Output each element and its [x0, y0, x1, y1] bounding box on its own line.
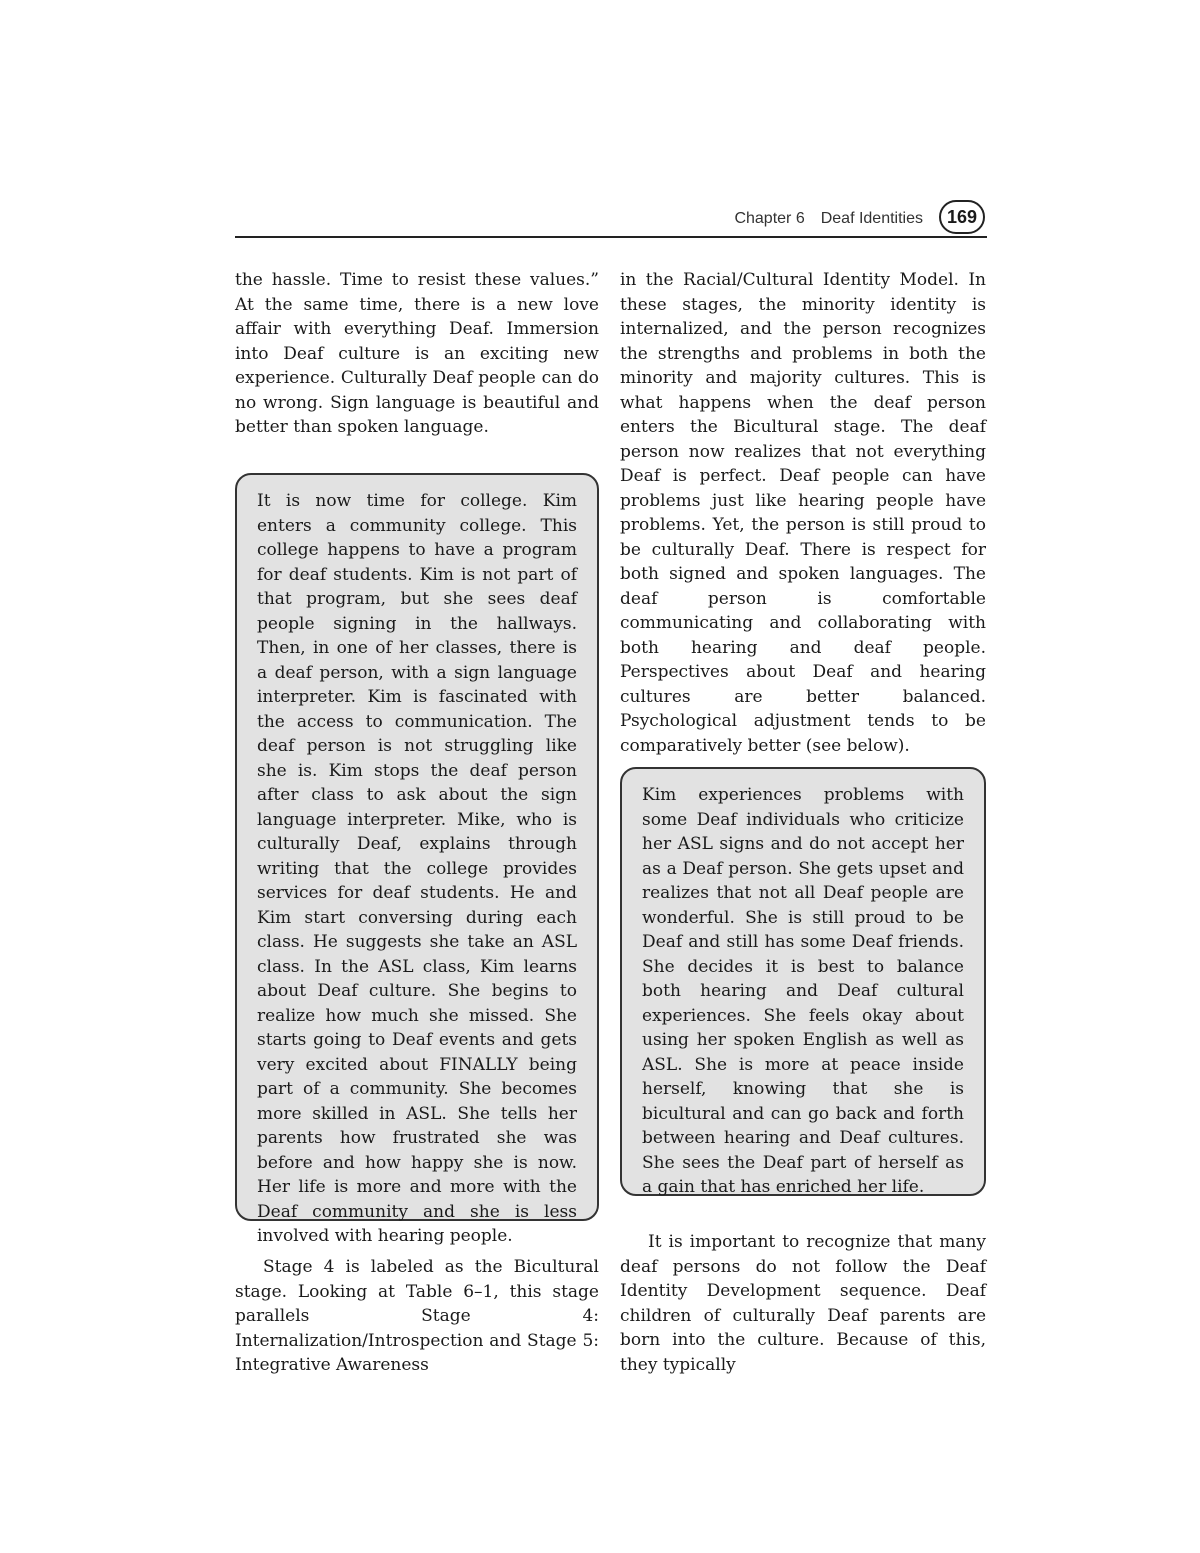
case-study-text: It is now time for college. Kim enters a community college. This college happens to have a program for deaf students. Kim is not part of that program, but she sees deaf people signing in the hallways. Then, in one of her classes, there is a deaf person, with a sign language interpreter. Kim is fascinated with the access to communication. The deaf person is not struggling like she is. Kim stops the deaf person after class to ask about the sign language interpreter. Mike, who is culturally Deaf, explains through writing that the college provides services for deaf students. He and Kim start conversing during each class. He suggests she take an ASL class. In the ASL class, Kim learns about Deaf culture. She begins to realize how much she missed. She starts going to Deaf events and gets very excited about FINALLY being part of a community. She becomes more skilled in ASL. She tells her parents how frustrated she was before and how happy she is now. Her life is more and more with the Deaf community and she is less involved with hearing people.: [257, 491, 577, 1246]
case-study-box: [620, 767, 986, 1196]
chapter-label: Chapter 6: [734, 210, 805, 227]
running-header: [235, 198, 987, 240]
right-column-bottom: [620, 1230, 986, 1377]
left-column-bottom: [235, 1255, 599, 1378]
body-paragraph: the hassle. Time to resist these values.” At the same time, there is a new love affair with everything Deaf. Immersion into Deaf culture is an exciting new experience. Culturally Deaf people can do no wrong. Sign language is beautiful and better than spoken language.: [235, 270, 599, 437]
case-study-box: [235, 473, 599, 1246]
case-study-text: Kim experiences problems with some Deaf individuals who criticize her ASL signs and do not accept her as a Deaf person. She gets upset and realizes that not all Deaf people are wonderful. She is still proud to be Deaf and still has some Deaf friends. She decides it is best to balance both hearing and Deaf cultural experiences. She feels okay about using her spoken English as well as ASL. She is more at peace inside herself, knowing that she is bicultural and can go back and forth between hearing and Deaf cultures. She sees the Deaf part of herself as a gain that has enriched her life.: [642, 785, 964, 1197]
body-paragraph: in the Racial/Cultural Identity Model. In these stages, the minority identity is internalized, and the person recognizes the strengths and problems in both the minority and majority cultures. This is what happens when the deaf person enters the Bicultural stage. The deaf person now realizes that not everything Deaf is perfect. Deaf people can have problems just like hearing people have problems. Yet, the person is still proud to be culturally Deaf. There is respect for both signed and spoken languages. The deaf person is comfortable communicating and collaborating with both hearing and deaf people. Perspectives about Deaf and hearing cultures are better balanced. Psychological adjustment tends to be comparatively better (see below).: [620, 270, 986, 756]
header-text: [734, 210, 923, 228]
left-column-top: [235, 268, 599, 440]
chapter-title: Deaf Identities: [820, 210, 923, 227]
body-paragraph: Stage 4 is labeled as the Bicultural stage. Looking at Table 6–1, this stage parallels Stage 4: Internalization/Introspection and Stage 5: Integrative Awareness: [235, 1257, 599, 1375]
header-rule: [235, 236, 987, 238]
body-paragraph: It is important to recognize that many deaf persons do not follow the Deaf Identity Development sequence. Deaf children of culturally Deaf parents are born into the culture. Because of this, they typically: [620, 1232, 986, 1375]
page-number: 169: [939, 200, 985, 234]
right-column-top: [620, 268, 986, 758]
